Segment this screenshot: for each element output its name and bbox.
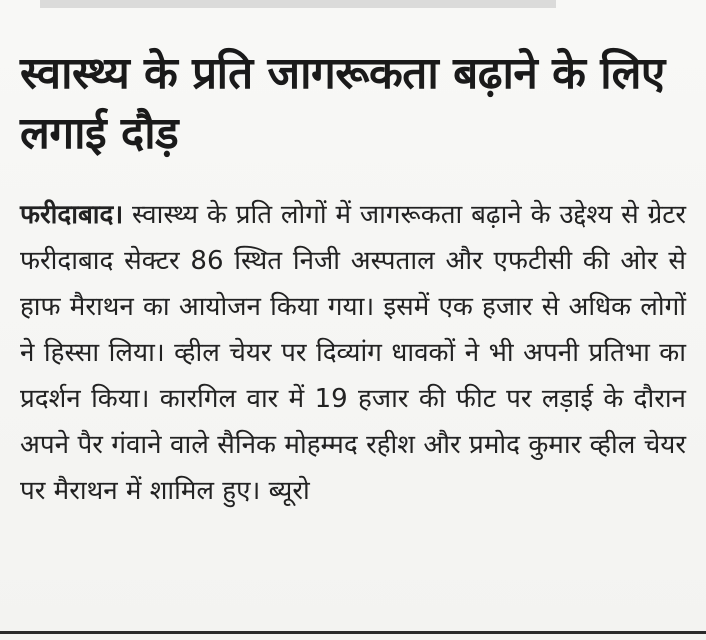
article-dateline: फरीदाबाद। <box>20 200 124 230</box>
top-divider <box>40 0 556 8</box>
article-headline: स्वास्थ्य के प्रति जागरूकता बढ़ाने के लिए लगाई दौड़ <box>20 48 665 159</box>
article-body <box>20 192 686 514</box>
bottom-divider <box>0 631 706 634</box>
article-body-text: स्वास्थ्य के प्रति लोगों में जागरूकता बढ़ाने के उद्देश्य से ग्रेटर फरीदाबाद सेक्टर 86 स्थित निजी अस्पताल और एफटीसी की ओर से हाफ मैराथन का आयोजन किया गया। इसमें एक हजार से अधिक लोगों ने हिस्सा लिया। व्हील चेयर पर दिव्यांग धावकों ने भी अपनी प्रतिभा का प्रदर्शन किया। कारगिल वार में 19 हजार की फीट पर लड़ाई के दौरान अपने पैर गंवाने वाले सैनिक मोहम्मद रहीश और प्रमोद कुमार व्हील चेयर पर मैराथन में शामिल हुए। ब्यूरो <box>20 200 686 506</box>
